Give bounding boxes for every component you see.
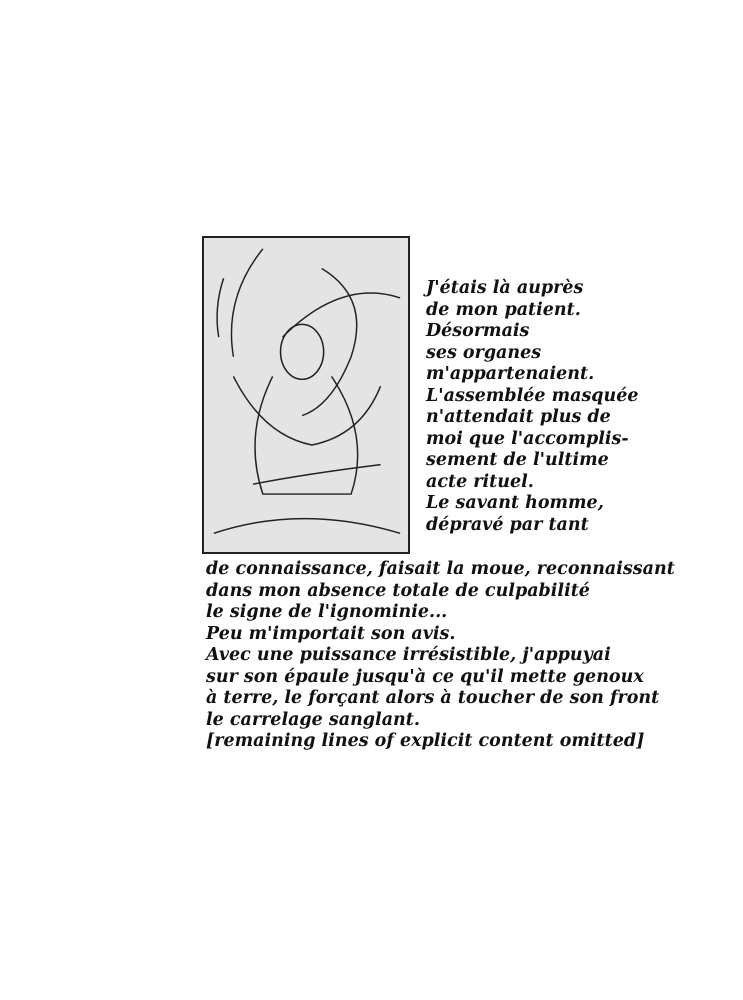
text-line: m'appartenaient. (426, 364, 595, 384)
text-line: moi que l'accomplis- (426, 428, 629, 449)
text-column-right (426, 278, 639, 536)
text-line: Avec une puissance irrésistible, j'appuyai (206, 645, 611, 665)
text-line: n'attendait plus de (426, 407, 611, 427)
text-line: sement de l'ultime (426, 450, 609, 470)
text-line: le signe de l'ignominie... (206, 602, 448, 622)
text-line: dans mon absence totale de culpabilité (206, 580, 590, 601)
text-line: le carrelage sanglant. (206, 709, 420, 730)
text-line: [remaining lines of explicit content omitted] (206, 731, 645, 751)
illustration-drawing (204, 238, 408, 552)
illustration (202, 236, 410, 554)
text-line: Peu m'importait son avis. (206, 623, 456, 644)
text-line: sur son épaule jusqu'à ce qu'il mette genoux (206, 666, 644, 687)
text-line: J'étais là auprès (426, 278, 584, 298)
text-line: acte rituel. (426, 471, 534, 492)
text-line: Le savant homme, (426, 493, 604, 513)
text-line: dépravé par tant (426, 514, 589, 535)
text-block-full (206, 559, 675, 753)
text-line: de connaissance, faisait la moue, reconnaissant (206, 559, 675, 579)
text-line: L'assemblée masquée (426, 385, 639, 406)
text-line: ses organes (426, 342, 542, 363)
text-line: à terre, le forçant alors à toucher de son front (206, 688, 660, 708)
text-line: Désormais (426, 321, 530, 341)
text-line: de mon patient. (426, 299, 581, 320)
